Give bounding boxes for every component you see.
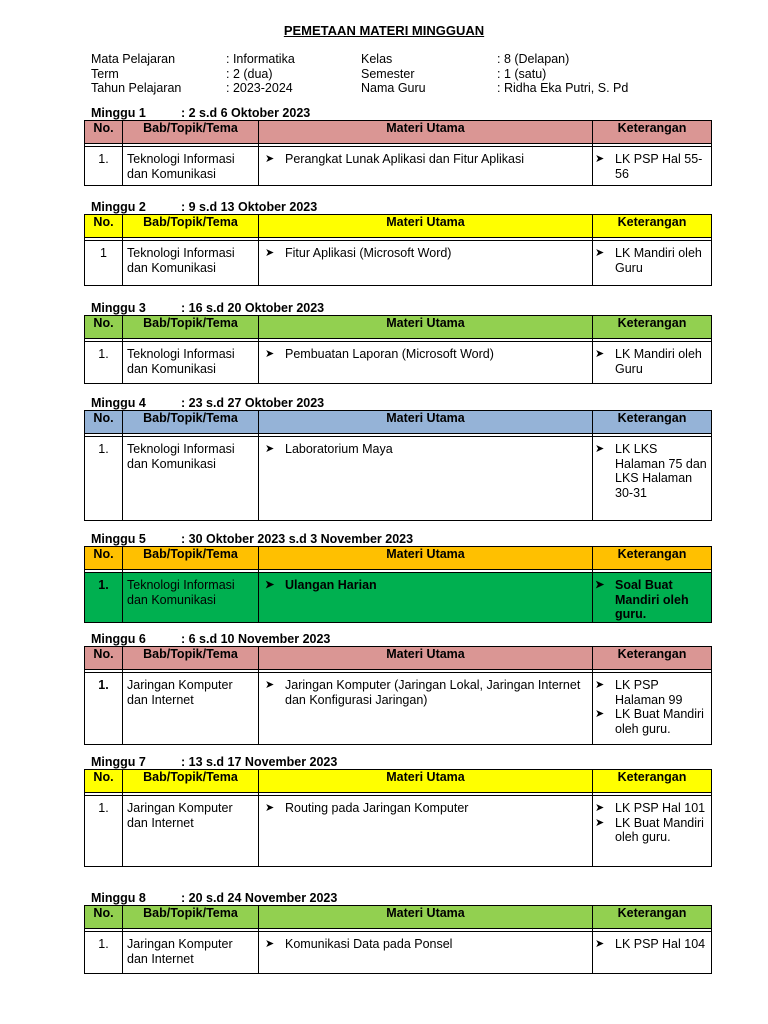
cell-materi — [259, 573, 593, 623]
week-date: : 9 s.d 13 Oktober 2023 — [181, 200, 318, 214]
bullet-item — [595, 816, 709, 845]
bullet-item — [265, 937, 588, 952]
week-number: Minggu 4 — [91, 396, 146, 410]
cell-bab: Teknologi Informasi dan Komunikasi — [123, 437, 259, 521]
arrow-bullet-icon: ➤ — [265, 938, 275, 950]
cell-materi — [259, 437, 593, 521]
table-row — [85, 673, 712, 745]
cell-no: 1. — [85, 147, 123, 186]
week-section — [84, 396, 711, 521]
term-value: : 2 (dua) — [226, 66, 273, 81]
bullet-text: LK Buat Mandiri oleh guru. — [615, 815, 704, 844]
week-section — [84, 632, 711, 745]
bullet-text: LK Mandiri oleh Guru — [615, 246, 702, 275]
cell-materi — [259, 932, 593, 974]
week-table — [84, 315, 712, 384]
week-label — [84, 755, 711, 769]
bullet-text: Fitur Aplikasi (Microsoft Word) — [285, 246, 452, 260]
cell-keterangan — [593, 241, 712, 286]
bullet-text: Laboratorium Maya — [285, 442, 393, 456]
week-section — [84, 532, 711, 623]
bullet-item — [595, 442, 709, 500]
arrow-bullet-icon: ➤ — [595, 579, 605, 591]
week-date: : 16 s.d 20 Oktober 2023 — [181, 301, 325, 315]
header-materi: Materi Utama — [259, 411, 593, 434]
bullet-text: LK Mandiri oleh Guru — [615, 347, 702, 376]
bullet-text: LK PSP Hal 104 — [615, 937, 706, 951]
arrow-bullet-icon: ➤ — [265, 802, 275, 814]
header-no: No. — [85, 547, 123, 570]
cell-keterangan — [593, 673, 712, 745]
week-label — [84, 532, 711, 546]
bullet-text: LK PSP Hal 55-56 — [615, 152, 703, 181]
header-bab: Bab/Topik/Tema — [123, 770, 259, 793]
header-bab: Bab/Topik/Tema — [123, 121, 259, 144]
week-section — [84, 755, 711, 867]
cell-materi — [259, 796, 593, 867]
week-section — [84, 891, 711, 974]
teacher-value: : Ridha Eka Putri, S. Pd — [497, 81, 629, 95]
bullet-text: Jaringan Komputer (Jaringan Lokal, Jaringan Internet dan Konfigurasi Jaringan) — [285, 678, 581, 707]
header-bab: Bab/Topik/Tema — [123, 316, 259, 339]
week-table — [84, 769, 712, 867]
header-keterangan: Keterangan — [593, 121, 712, 144]
arrow-bullet-icon: ➤ — [595, 247, 605, 259]
bullet-item — [595, 347, 709, 376]
arrow-bullet-icon: ➤ — [595, 816, 605, 829]
teacher-label: Nama Guru — [361, 81, 426, 95]
header-no: No. — [85, 121, 123, 144]
week-label — [84, 301, 711, 315]
cell-keterangan — [593, 342, 712, 384]
arrow-bullet-icon: ➤ — [265, 153, 275, 165]
header-materi: Materi Utama — [259, 121, 593, 144]
bullet-item — [265, 801, 588, 816]
table-header-row — [85, 316, 712, 339]
cell-keterangan — [593, 573, 712, 623]
week-number: Minggu 1 — [91, 106, 146, 120]
cell-no: 1. — [85, 796, 123, 867]
bullet-text: LK PSP Halaman 99 — [615, 678, 683, 707]
cell-no: 1. — [85, 573, 123, 623]
header-keterangan: Keterangan — [593, 411, 712, 434]
arrow-bullet-icon: ➤ — [595, 938, 605, 950]
table-header-row — [85, 215, 712, 238]
header-bab: Bab/Topik/Tema — [123, 906, 259, 929]
arrow-bullet-icon: ➤ — [595, 348, 605, 360]
bullet-text: Routing pada Jaringan Komputer — [285, 801, 469, 815]
arrow-bullet-icon: ➤ — [265, 679, 275, 691]
week-number: Minggu 8 — [91, 891, 146, 905]
bullet-text: Pembuatan Laporan (Microsoft Word) — [285, 347, 494, 361]
bullet-item — [595, 801, 709, 816]
header-keterangan: Keterangan — [593, 547, 712, 570]
header-no: No. — [85, 906, 123, 929]
table-header-row — [85, 647, 712, 670]
header-no: No. — [85, 215, 123, 238]
header-keterangan: Keterangan — [593, 316, 712, 339]
week-label — [84, 632, 711, 646]
header-bab: Bab/Topik/Tema — [123, 411, 259, 434]
bullet-item — [595, 246, 709, 275]
header-materi: Materi Utama — [259, 316, 593, 339]
week-table — [84, 646, 712, 745]
arrow-bullet-icon: ➤ — [595, 708, 605, 720]
bullet-text: Soal Buat Mandiri oleh guru. — [615, 578, 689, 621]
week-table — [84, 120, 712, 186]
week-date: : 2 s.d 6 Oktober 2023 — [181, 106, 311, 120]
table-row — [85, 147, 712, 186]
week-table — [84, 905, 712, 974]
term-label: Term — [91, 66, 119, 81]
bullet-item — [265, 246, 588, 261]
bullet-item — [265, 152, 588, 167]
header-no: No. — [85, 411, 123, 434]
bullet-item — [595, 152, 709, 181]
header-no: No. — [85, 316, 123, 339]
table-row — [85, 796, 712, 867]
week-number: Minggu 6 — [91, 632, 146, 646]
arrow-bullet-icon: ➤ — [265, 348, 275, 360]
header-materi: Materi Utama — [259, 906, 593, 929]
arrow-bullet-icon: ➤ — [265, 579, 275, 591]
table-row — [85, 437, 712, 521]
week-table — [84, 214, 712, 286]
bullet-item — [265, 578, 588, 593]
arrow-bullet-icon: ➤ — [265, 247, 275, 259]
cell-keterangan — [593, 796, 712, 867]
bullet-item — [265, 347, 588, 362]
header-materi: Materi Utama — [259, 647, 593, 670]
week-label — [84, 891, 711, 905]
header-materi: Materi Utama — [259, 770, 593, 793]
bullet-item — [595, 707, 709, 736]
arrow-bullet-icon: ➤ — [595, 679, 605, 691]
arrow-bullet-icon: ➤ — [595, 153, 605, 165]
week-number: Minggu 3 — [91, 301, 146, 315]
bullet-item — [265, 678, 588, 707]
week-date: : 20 s.d 24 November 2023 — [181, 891, 338, 905]
week-number: Minggu 2 — [91, 200, 146, 214]
table-row — [85, 932, 712, 974]
cell-bab: Jaringan Komputer dan Internet — [123, 673, 259, 745]
week-table — [84, 546, 712, 623]
week-number: Minggu 5 — [91, 532, 146, 546]
cell-bab: Jaringan Komputer dan Internet — [123, 932, 259, 974]
header-keterangan: Keterangan — [593, 215, 712, 238]
semester-label: Semester — [361, 66, 415, 81]
cell-materi — [259, 342, 593, 384]
week-label — [84, 106, 711, 120]
week-date: : 13 s.d 17 November 2023 — [181, 755, 338, 769]
table-header-row — [85, 121, 712, 144]
cell-keterangan — [593, 437, 712, 521]
cell-materi — [259, 241, 593, 286]
cell-no: 1. — [85, 673, 123, 745]
cell-no: 1. — [85, 342, 123, 384]
bullet-text: Perangkat Lunak Aplikasi dan Fitur Aplikasi — [285, 152, 525, 166]
cell-bab: Teknologi Informasi dan Komunikasi — [123, 573, 259, 623]
document-title: PEMETAAN MATERI MINGGUAN — [283, 23, 485, 38]
cell-no: 1. — [85, 932, 123, 974]
header-bab: Bab/Topik/Tema — [123, 647, 259, 670]
bullet-text: Komunikasi Data pada Ponsel — [285, 937, 453, 951]
header-keterangan: Keterangan — [593, 770, 712, 793]
table-header-row — [85, 770, 712, 793]
table-header-row — [85, 411, 712, 434]
header-materi: Materi Utama — [259, 215, 593, 238]
cell-bab: Teknologi Informasi dan Komunikasi — [123, 241, 259, 286]
class-value: : 8 (Delapan) — [497, 52, 570, 66]
cell-materi — [259, 147, 593, 186]
arrow-bullet-icon: ➤ — [595, 802, 605, 814]
bullet-item — [595, 678, 709, 707]
subject-label: Mata Pelajaran — [91, 52, 176, 66]
week-date: : 6 s.d 10 November 2023 — [181, 632, 331, 646]
header-keterangan: Keterangan — [593, 906, 712, 929]
bullet-text: LK PSP Hal 101 — [615, 801, 706, 815]
arrow-bullet-icon: ➤ — [595, 443, 605, 455]
cell-keterangan — [593, 932, 712, 974]
cell-no: 1 — [85, 241, 123, 286]
bullet-text: LK Buat Mandiri oleh guru. — [615, 707, 704, 736]
cell-bab: Teknologi Informasi dan Komunikasi — [123, 147, 259, 186]
arrow-bullet-icon: ➤ — [265, 443, 275, 455]
cell-keterangan — [593, 147, 712, 186]
week-table — [84, 410, 712, 521]
bullet-item — [265, 442, 588, 457]
year-value: : 2023-2024 — [226, 81, 293, 95]
week-number: Minggu 7 — [91, 755, 146, 769]
week-date: : 23 s.d 27 Oktober 2023 — [181, 396, 325, 410]
week-label — [84, 200, 711, 214]
header-bab: Bab/Topik/Tema — [123, 215, 259, 238]
header-materi: Materi Utama — [259, 547, 593, 570]
bullet-text: Ulangan Harian — [285, 578, 377, 592]
cell-no: 1. — [85, 437, 123, 521]
course-info — [91, 52, 697, 96]
week-section — [84, 106, 711, 186]
cell-bab: Jaringan Komputer dan Internet — [123, 796, 259, 867]
header-no: No. — [85, 770, 123, 793]
header-no: No. — [85, 647, 123, 670]
table-header-row — [85, 906, 712, 929]
cell-materi — [259, 673, 593, 745]
table-row — [85, 241, 712, 286]
week-date: : 30 Oktober 2023 s.d 3 November 2023 — [181, 532, 414, 546]
table-row — [85, 342, 712, 384]
table-row — [85, 573, 712, 623]
bullet-item — [595, 578, 709, 622]
week-section — [84, 200, 711, 286]
header-bab: Bab/Topik/Tema — [123, 547, 259, 570]
class-label: Kelas — [361, 52, 393, 66]
week-section — [84, 301, 711, 384]
year-label: Tahun Pelajaran — [91, 81, 182, 95]
cell-bab: Teknologi Informasi dan Komunikasi — [123, 342, 259, 384]
bullet-text: LK LKS Halaman 75 dan LKS Halaman 30-31 — [615, 442, 707, 500]
header-keterangan: Keterangan — [593, 647, 712, 670]
week-label — [84, 396, 711, 410]
bullet-item — [595, 937, 709, 952]
semester-value: : 1 (satu) — [497, 66, 547, 81]
subject-value: : Informatika — [226, 52, 295, 66]
table-header-row — [85, 547, 712, 570]
